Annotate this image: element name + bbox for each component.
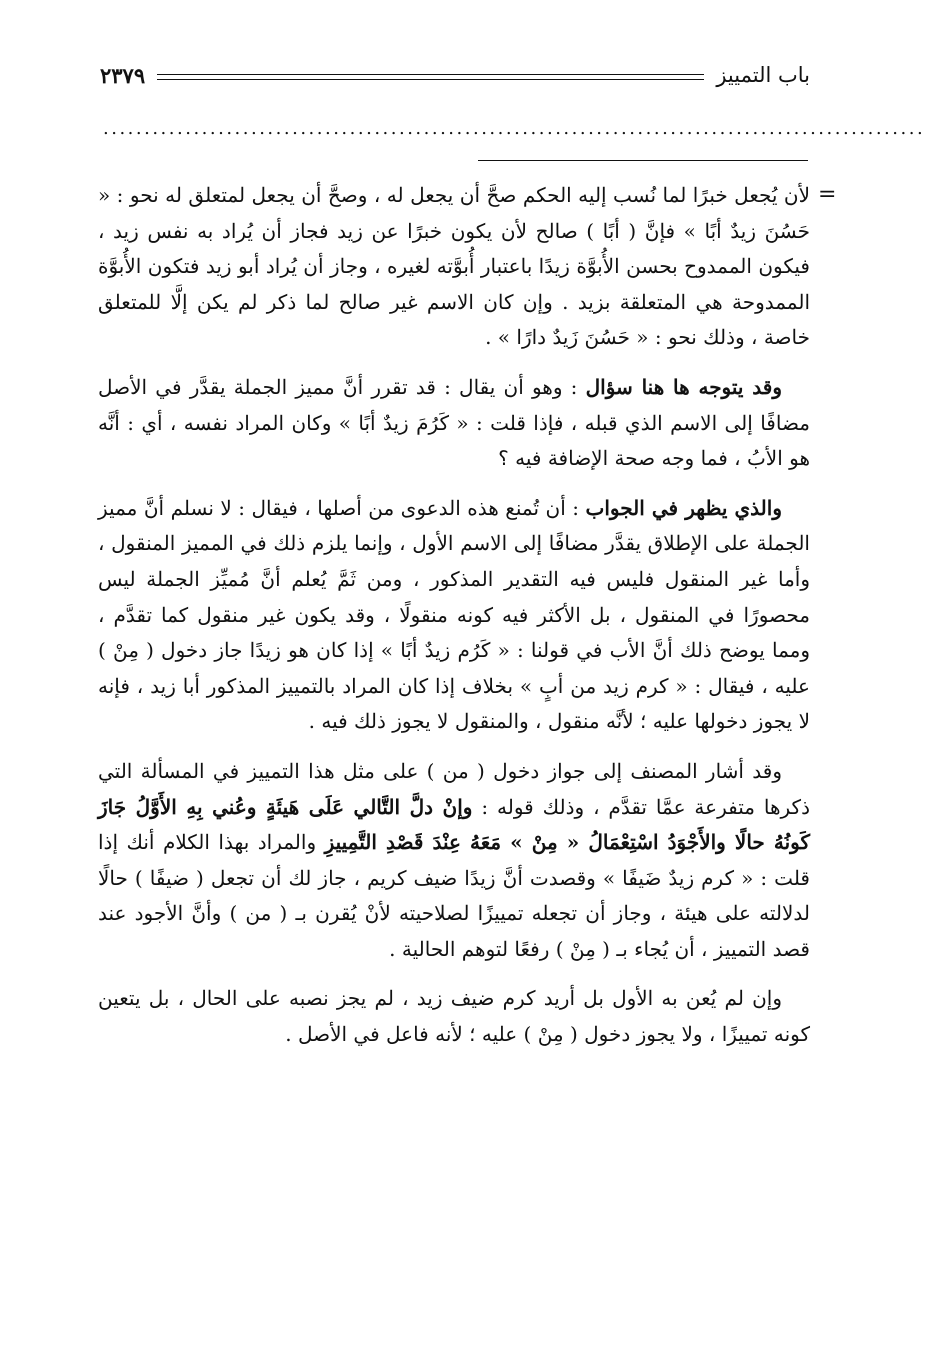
page-number: ٢٣٧٩ [100,62,146,88]
paragraph [98,754,810,968]
text-run: : وهو أن يقال : قد تقرر أنَّ مميز الجملة يقدَّر في الأصل مضافًا إلى الاسم الذي قبله ، فإذا قلت : « كَرُمَ زيدٌ أبًا » وكان المراد نفسه ، أي : أنَّه هو الأبُ ، فما وجه صحة الإضافة فيه ؟ [98,374,810,471]
text-run: : أن تُمنع هذه الدعوى من أصلها ، فيقال : لا نسلم أنَّ مميز الجملة على الإطلاق يقدَّر مضافًا إلى الاسم الأول ، وإنما يلزم ذلك في المميز المنقول ، وأما غير المنقول فليس فيه التقدير المذكور ، ومن ثَمَّ يُعلم أنَّ مُميِّز الجملة ليس محصورًا في المنقول ، بل الأكثر فيه كونه منقولًا ، وقد يكون غير منقول كما تقدَّم ، ومما يوضح ذلك أنَّ الأب في قولنا : « كَرُم زيدٌ أبًا » إذا كان هو زيدًا جاز دخول ( مِنْ ) عليه ، فيقال : « كرم زيد من أبٍ » بخلاف إذا كان المراد بالتمييز المذكور أبا زيد ، فإنه لا يجوز دخولها عليه ؛ لأنَّه منقول ، والمنقول لا يجوز ذلك فيه . [98,495,810,734]
chapter-title: باب التمييز [716,63,810,87]
bold-text-run: وإنْ دلَّ التَّالي عَلَى هَيئَةٍ وعُني بِهِ الأَوَّلُ جَازَ كَونُهُ حالًا والأَجْوَدُ اسْتِعْمَالُ « مِنْ » مَعَهُ عِنْدَ قَصْدِ التَّمِييزِ [98,794,810,855]
text-run: والمراد بهذا الكلام أنك إذا قلت : « كرم زيدٌ ضَيفًا » وقصدت أنَّ زيدًا ضيف كريم ، جاز لك أن تجعل ( ضيفًا ) حالًا لدلالته على هيئة ، وجاز أن تجعله تمييزًا لصلاحيته لأنْ يُقرن بـ ( من ) وأنَّ الأجود عند قصد التمييز ، أن يُجاء بـ ( مِنْ ) رفعًا لتوهم الحالية . [98,830,810,961]
continuation-mark: = [818,182,837,207]
dotted-separator: .................................................................................................... [103,118,925,139]
footnote-rule [478,160,808,161]
bold-text-run: والذي يظهر في الجواب [585,495,782,520]
footnote-body [98,178,810,1067]
paragraph [98,178,810,356]
header-rule [157,74,704,80]
paragraph [98,981,810,1052]
text-run: وإن لم يُعن به الأول بل أريد كرم ضيف زيد ، لم يجز نصبه على الحال ، بل يتعين كونه تمييزًا ، ولا يجوز دخول ( مِنْ ) عليه ؛ لأنه فاعل في الأصل . [98,986,810,1047]
text-run: لأن يُجعل خبرًا لما نُسب إليه الحكم صحَّ أن يجعل له ، وصحَّ أن يجعل لمتعلق له نحو : « حَسُنَ زيدٌ أبًا » فإنَّ ( أبًا ) صالح لأن يكون خبرًا عن زيد فجاز أن يُراد به نفس زيد ، فيكون الممدوح بحسن الأُبوَّة زيدًا باعتبار أُبوَّته لغيره ، وجاز أن يُراد أبو زيد فتكون الأُبوَّة الممدوحة هي المتعلقة بزيد . وإن كان الاسم غير صالح لما ذكر لم يكن إلَّا للمتعلق خاصة ، وذلك نحو : « حَسُنَ زَيدٌ دارًا » . [98,183,811,350]
text-run: وقد أشار المصنف إلى جواز دخول ( من ) على مثل هذا التمييز في المسألة التي ذكرها متفرعة عمَّا تقدَّم ، وذلك قوله : [98,758,810,819]
bold-text-run: وقد يتوجه ها هنا سؤال [585,374,782,399]
paragraph [98,491,810,740]
page-header [100,58,810,92]
paragraph [98,370,810,477]
